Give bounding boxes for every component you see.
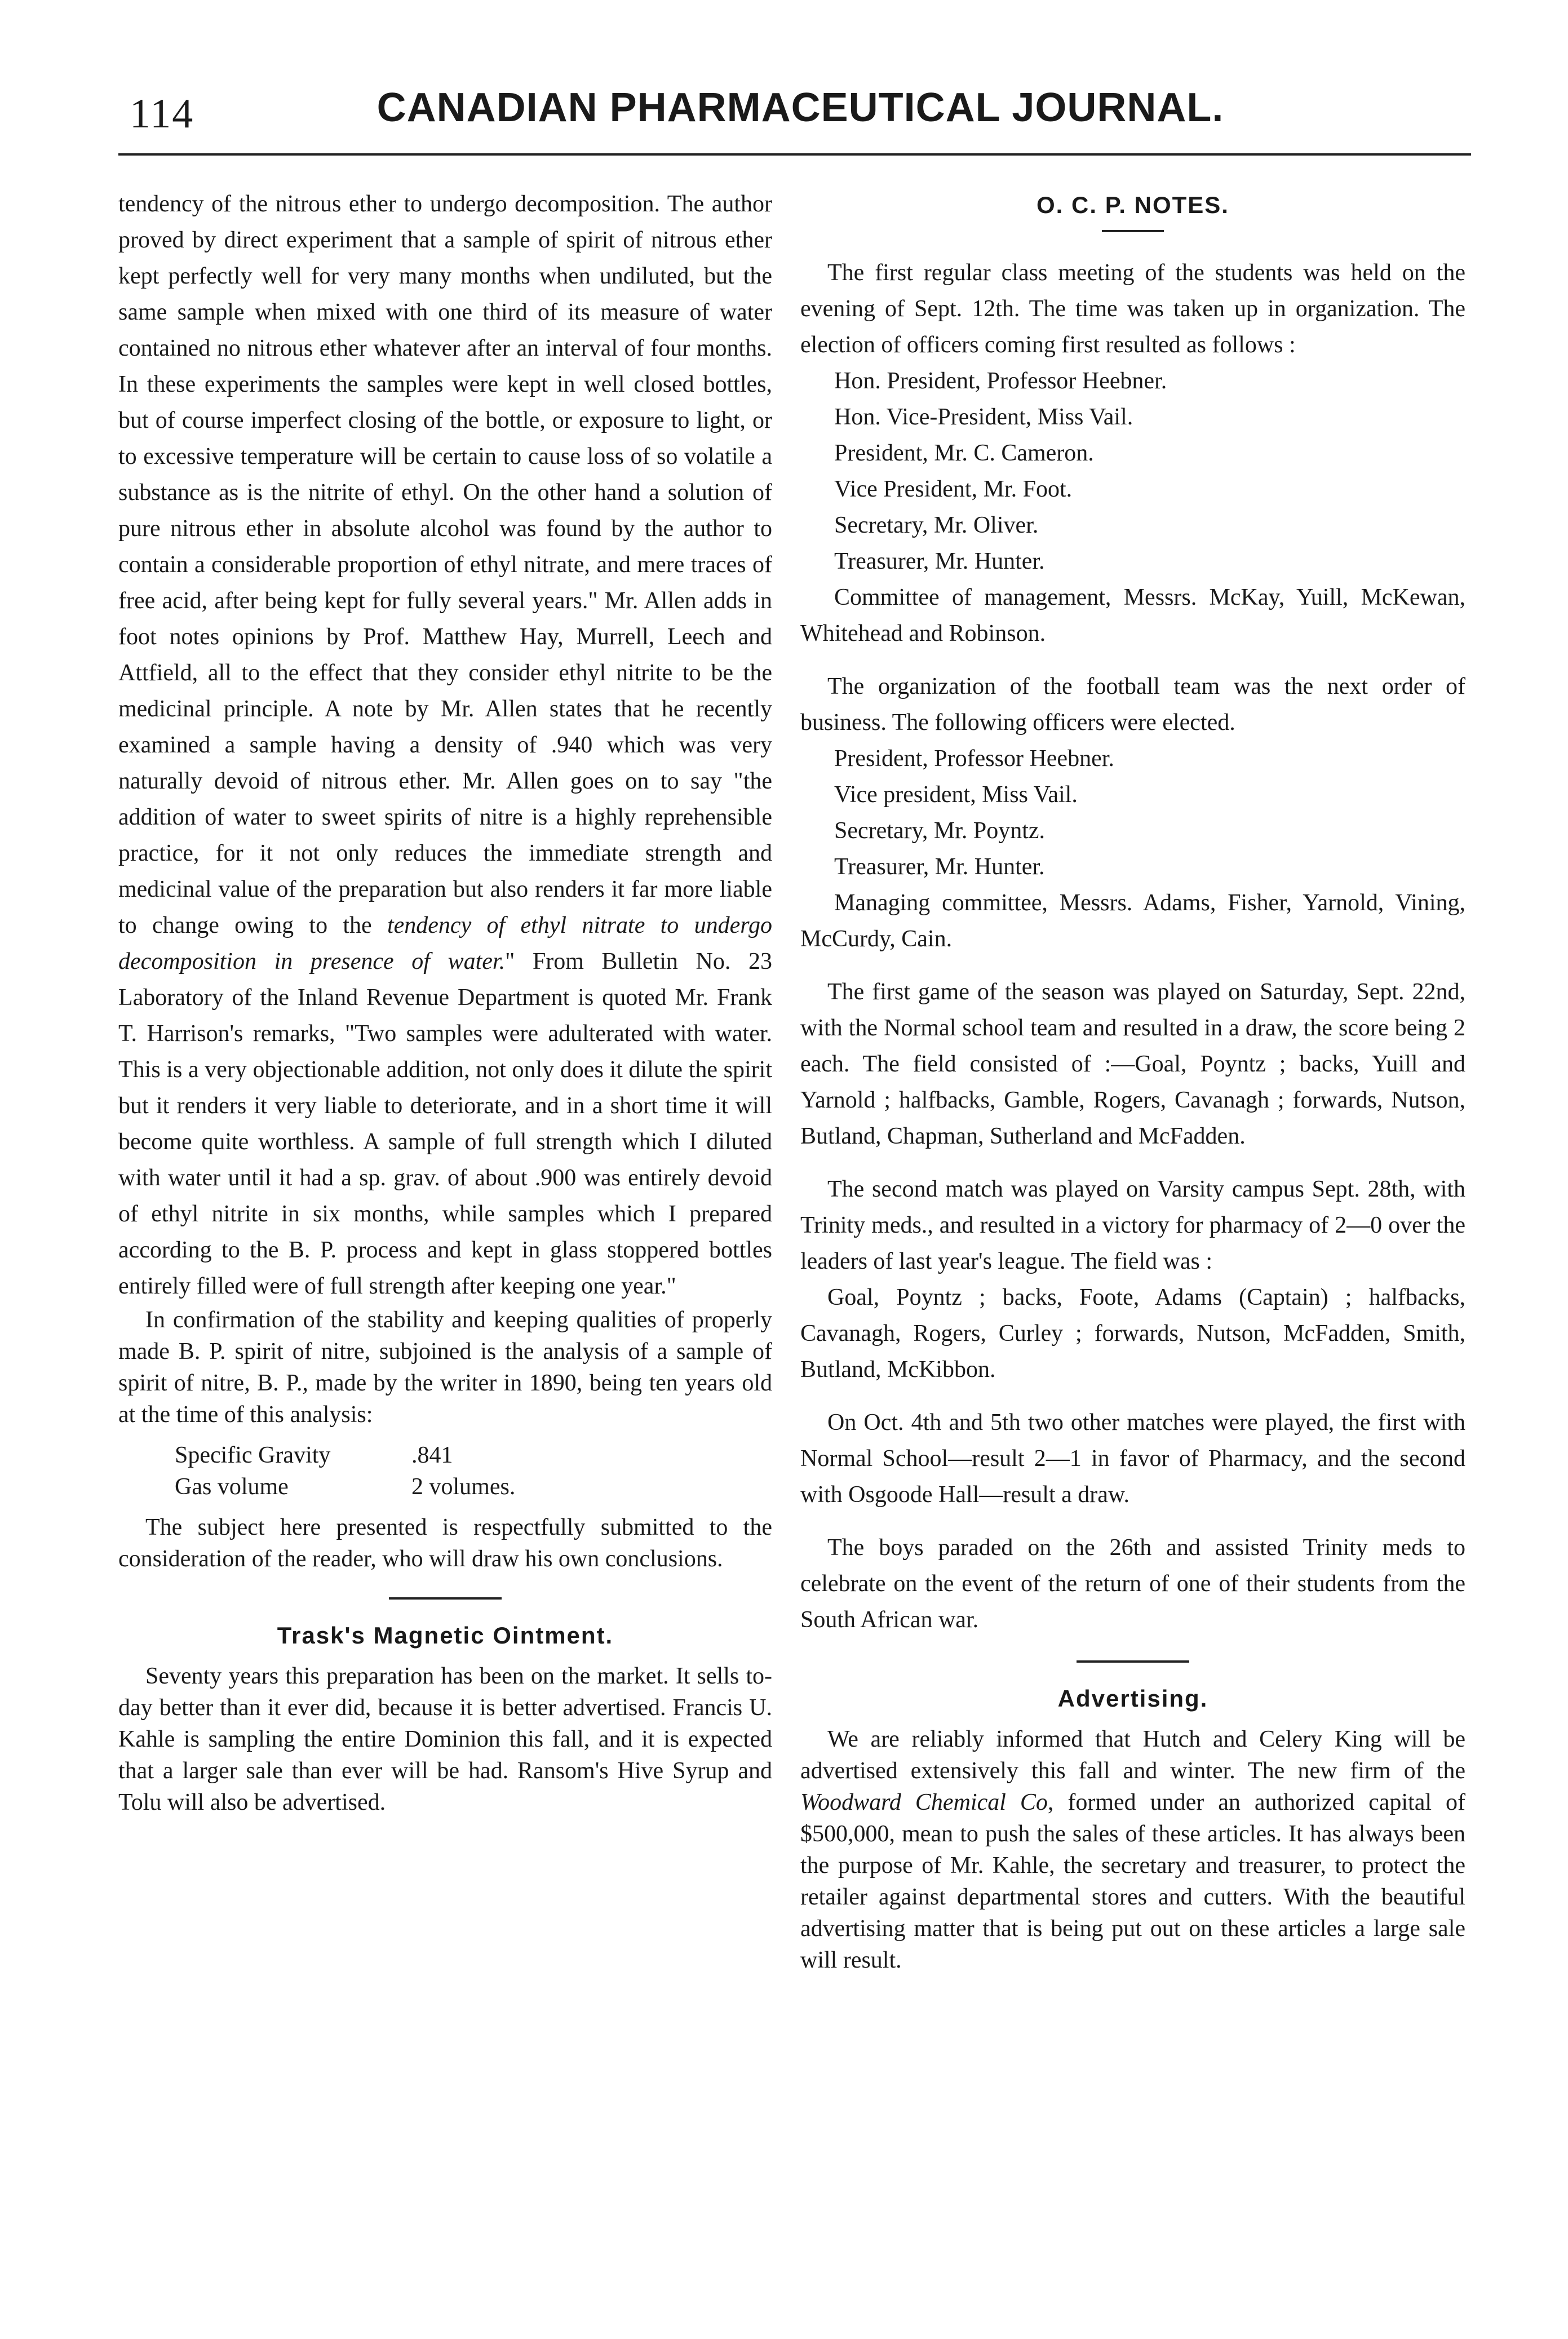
heading-underline <box>1102 230 1164 232</box>
right-column <box>800 186 1465 1976</box>
header-rule <box>118 153 1471 156</box>
analysis-value: 2 volumes. <box>411 1474 516 1500</box>
second-game-field: Goal, Poyntz ; backs, Foote, Adams (Captain) ; halfbacks, Cavanagh, Rogers, Curley ; forwards, Nutson, McFadden, Smith, Butland, McKibbon. <box>800 1284 1465 1383</box>
officer-item: Hon. Vice-President, Miss Vail. <box>834 404 1133 430</box>
body-text: " From Bulletin No. 23 Laboratory of the Inland Revenue Department is quoted Mr. Frank T. Harrison's remarks, "Two samples were adulterated with water. This is a very objectionable addition, not only does it dilute the spirit but it renders it very liable to deteriorate, and in a short time it will become quite worthless. A sample of full strength which I diluted with water until it had a sp. grav. of about .900 was entirely devoid of ethyl nitrite in six months, while samples which I prepared according to the B. P. process and kept in glass stoppered bottles entirely filled were of full strength after keeping one year." <box>118 949 772 1299</box>
analysis-label: Gas volume <box>175 1474 289 1500</box>
conclusion-paragraph: The subject here presented is respectfully submitted to the consideration of the reader, who will draw his own conclusions. <box>118 1514 772 1572</box>
officer-item: Treasurer, Mr. Hunter. <box>834 548 1045 574</box>
italic-quote: tendency of ethyl nitrate to undergo decomposition in presence of water. <box>118 912 772 974</box>
analysis-row <box>118 1471 772 1503</box>
body-text: We are reliably informed that Hutch and Celery King will be advertised extensively this fall and winter. The new firm of the <box>800 1726 1465 1784</box>
football-officer-item: President, Professor Heebner. <box>834 746 1114 772</box>
ocp-intro-paragraph: The first regular class meeting of the students was held on the evening of Sept. 12th. The time was taken up in organization. The election of officers coming first resulted as follows : <box>800 260 1465 358</box>
other-matches-paragraph: On Oct. 4th and 5th two other matches were played, the first with Normal School—result 2—1 in favor of Pharmacy, and the second with Osgoode Hall—result a draw. <box>800 1410 1465 1508</box>
second-game-paragraph: The second match was played on Varsity campus Sept. 28th, with Trinity meds., and resulted in a victory for pharmacy of 2—0 over the leaders of last year's league. The field was : <box>800 1176 1465 1274</box>
confirmation-paragraph: In confirmation of the stability and keeping qualities of properly made B. P. spirit of nitre, subjoined is the analysis of a sample of spirit of nitre, B. P., made by the writer in 1890, being ten years old at the time of this analysis: <box>118 1307 772 1428</box>
left-column <box>118 186 772 1818</box>
firm-name: Woodward Chemical Co <box>800 1789 1048 1815</box>
football-officer-item: Vice president, Miss Vail. <box>834 782 1078 808</box>
ocp-notes-heading: O. C. P. NOTES. <box>1037 192 1229 218</box>
first-game-paragraph: The first game of the season was played on Saturday, Sept. 22nd, with the Normal school team and resulted in a draw, the score being 2 each. The field consisted of :—Goal, Poyntz ; backs, Yuill and Yarnold ; halfbacks, Gamble, Rogers, Cavanagh ; forwards, Nutson, Butland, Chapman, Sutherland and McFadden. <box>800 979 1465 1149</box>
page-header <box>130 85 1471 158</box>
officer-item: Vice President, Mr. Foot. <box>834 476 1073 502</box>
analysis-label: Specific Gravity <box>175 1442 331 1468</box>
officer-item: Hon. President, Professor Heebner. <box>834 368 1167 394</box>
section-divider <box>1077 1660 1189 1663</box>
analysis-value: .841 <box>411 1442 453 1468</box>
body-text: , formed under an authorized capital of $500,000, mean to push the sales of these articles. It has always been the purpose of Mr. Kahle, the secretary and treasurer, to protect the retailer against departmental stores and cutters. With the beautiful advertising matter that is being put out on these articles a large sale will result. <box>800 1789 1465 1973</box>
section-divider <box>389 1597 502 1600</box>
committee-item: Committee of management, Messrs. McKay, Yuill, McKewan, Whitehead and Robinson. <box>800 584 1465 646</box>
trask-heading: Trask's Magnetic Ointment. <box>277 1622 614 1649</box>
analysis-row <box>118 1439 772 1471</box>
football-intro-paragraph: The organization of the football team was the next order of business. The following officers were elected. <box>800 674 1465 736</box>
body-text: tendency of the nitrous ether to undergo decomposition. The author proved by direct experiment that a sample of spirit of nitrous ether kept perfectly well for very many months when undiluted, but the same sample when mixed with one third of its measure of water contained no nitrous ether whatever after an interval of four months. In these experiments the samples were kept in well closed bottles, but of course imperfect closing of the bottle, or exposure to light, or to excessive temperature will be certain to cause loss of so volatile a substance as is the nitrite of ethyl. On the other hand a solution of pure nitrous ether in absolute alcohol was found by the author to contain a considerable proportion of ethyl nitrate, and mere traces of free acid, after being kept for fully several years." Mr. Allen adds in foot notes opinions by Prof. Matthew Hay, Murrell, Leech and Attfield, all to the effect that they consider ethyl nitrite to be the medicinal principle. A note by Mr. Allen states that he recently examined a sample having a density of .940 which was very naturally devoid of nitrous ether. Mr. Allen goes on to say "the addition of water to sweet spirits of nitre is a highly reprehensible practice, for it not only reduces the immediate strength and medicinal value of the preparation but also renders it far more liable to change owing to the <box>118 191 772 938</box>
parade-paragraph: The boys paraded on the 26th and assisted Trinity meds to celebrate on the event of the return of one of their students from the South African war. <box>800 1535 1465 1633</box>
advertising-heading: Advertising. <box>1057 1685 1208 1712</box>
page-number: 114 <box>130 91 194 137</box>
officer-item: Secretary, Mr. Oliver. <box>834 512 1039 538</box>
advertising-paragraph <box>800 1724 1465 1976</box>
journal-title: CANADIAN PHARMACEUTICAL JOURNAL. <box>377 85 1224 130</box>
football-officer-item: Treasurer, Mr. Hunter. <box>834 854 1045 880</box>
managing-committee-item: Managing committee, Messrs. Adams, Fisher, Yarnold, Vining, McCurdy, Cain. <box>800 890 1465 952</box>
trask-paragraph: Seventy years this preparation has been on the market. It sells to-day better than it ever did, because it is better advertised. Francis U. Kahle is sampling the entire Dominion this fall, and it is expected that a larger sale than ever will be had. Ransom's Hive Syrup and Tolu will also be advertised. <box>118 1663 772 1815</box>
article-continuation-paragraph <box>118 186 772 1304</box>
officer-item: President, Mr. C. Cameron. <box>834 440 1094 466</box>
football-officer-item: Secretary, Mr. Poyntz. <box>834 818 1046 844</box>
